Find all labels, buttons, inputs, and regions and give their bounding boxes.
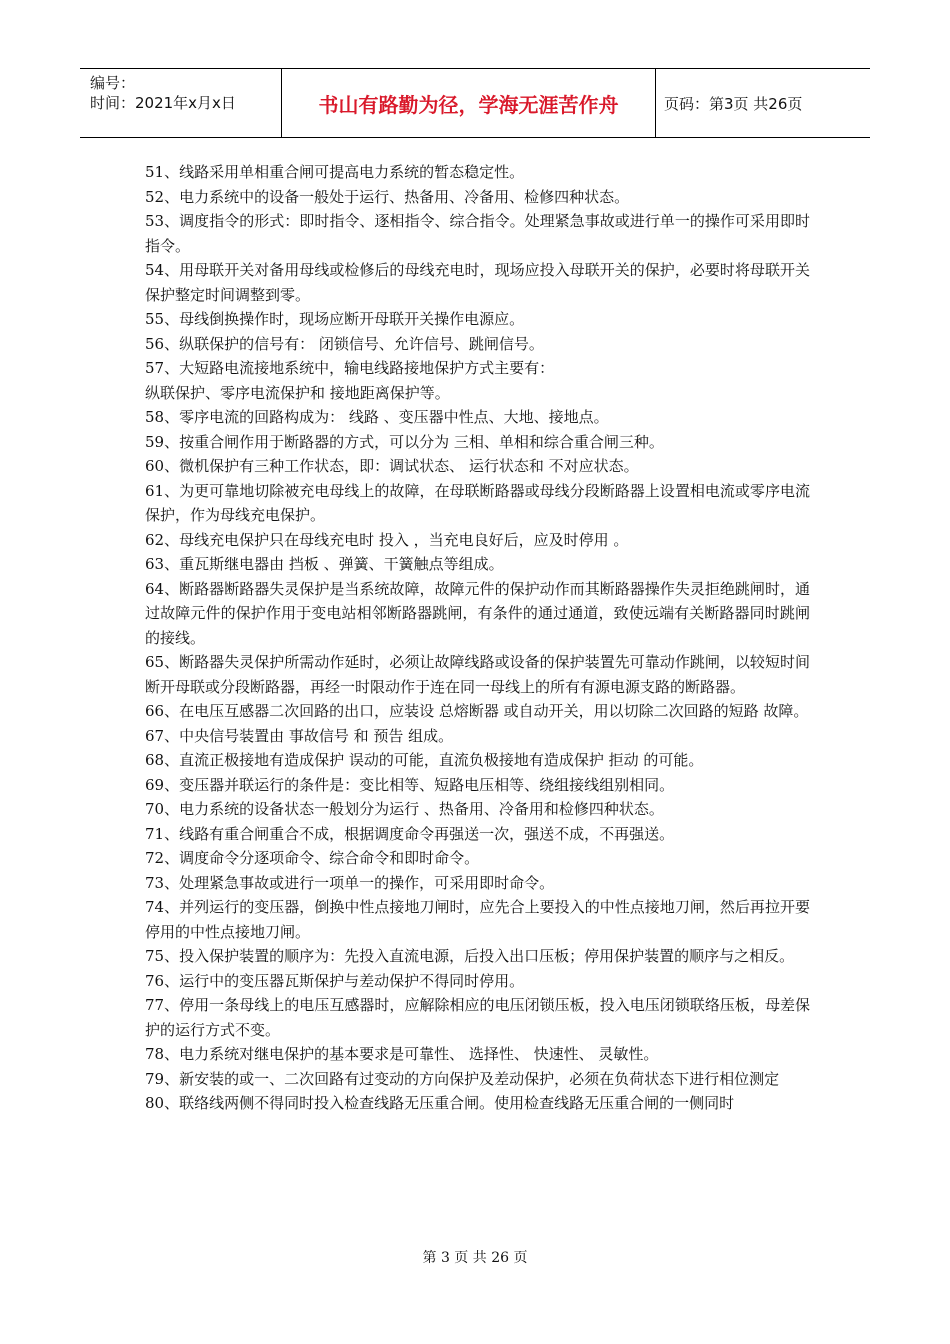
list-item: 79、新安装的或一、二次回路有过变动的方向保护及差动保护，必须在负荷状态下进行相位测定	[145, 1069, 780, 1088]
list-item: 51、线路采用单相重合闸可提高电力系统的暂态稳定性。	[145, 163, 525, 181]
page-footer: 第 3 页 共 26 页	[422, 1250, 528, 1266]
list-item: 59、按重合闸作用于断路器的方式，可以分为 三相、单相和综合重合闸三种。	[145, 432, 664, 451]
list-item: 66、在电压互感器二次回路的出口，应装设 总熔断器 或自动开关，用以切除二次回路的短路 故障。	[145, 702, 809, 720]
page-header	[80, 68, 870, 138]
list-item: 69、变压器并联运行的条件是：变比相等、短路电压相等、绕组接线组别相同。	[145, 775, 675, 794]
list-item: 53、调度指令的形式：即时指令、逐相指令、综合指令。处理紧急事故或进行单一的操作可采用即时指令。	[145, 212, 810, 255]
list-item: 78、电力系统对继电保护的基本要求是可靠性、 选择性、 快速性、 灵敏性。	[145, 1045, 659, 1063]
list-item: 70、电力系统的设备状态一般划分为运行 、热备用、冷备用和检修四种状态。	[145, 800, 664, 818]
list-item: 54、用母联开关对备用母线或检修后的母线充电时，现场应投入母联开关的保护，必要时将母联开关保护整定时间调整到零。	[145, 261, 810, 304]
list-item: 72、调度命令分逐项命令、综合命令和即时命令。	[145, 849, 480, 867]
header-motto: 书山有路勤为径，学海无涯苦作舟	[282, 69, 656, 137]
list-item: 62、母线充电保护只在母线充电时 投入 ，当充电良好后，应及时停用 。	[145, 530, 629, 549]
list-item: 52、电力系统中的设备一般处于运行、热备用、冷备用、检修四种状态。	[145, 187, 630, 206]
list-item: 80、联络线两侧不得同时投入检查线路无压重合闸。使用检查线路无压重合闸的一侧同时	[145, 1094, 735, 1112]
document-date-label: 时间：2021年x月x日	[90, 94, 236, 112]
list-item: 55、母线倒换操作时，现场应断开母联开关操作电源应。	[145, 310, 525, 328]
list-item: 60、微机保护有三种工作状态，即：调试状态、 运行状态和 不对应状态。	[145, 457, 639, 475]
list-item: 63、重瓦斯继电器由 挡板 、弹簧、干簧触点等组成。	[145, 555, 504, 573]
list-item: 74、并列运行的变压器，倒换中性点接地刀闸时，应先合上要投入的中性点接地刀闸，然后再拉开要停用的中性点接地刀闸。	[145, 898, 810, 941]
list-item: 77、停用一条母线上的电压互感器时，应解除相应的电压闭锁压板，投入电压闭锁联络压板，母差保护的运行方式不变。	[145, 996, 810, 1039]
header-page-info: 页码：第3页 共26页	[664, 94, 803, 113]
list-item: 67、中央信号装置由 事故信号 和 预告 组成。	[145, 726, 454, 745]
document-body	[145, 160, 810, 1116]
list-item: 65、断路器失灵保护所需动作延时，必须让故障线路或设备的保护装置先可靠动作跳闸，以较短时间断开母联或分段断路器，再经一时限动作于连在同一母线上的所有有源电源支路的断路器。	[145, 653, 810, 696]
list-item: 纵联保护、零序电流保护和 接地距离保护等。	[145, 383, 450, 402]
list-item: 68、直流正极接地有造成保护 误动的可能，直流负极接地有造成保护 拒动 的可能。	[145, 751, 704, 769]
list-item: 56、纵联保护的信号有： 闭锁信号、允许信号、跳闸信号。	[145, 334, 544, 353]
list-item: 61、为更可靠地切除被充电母线上的故障，在母联断路器或母线分段断路器上设置相电流或零序电流保护，作为母线充电保护。	[145, 481, 810, 524]
header-meta	[80, 69, 282, 137]
list-item: 75、投入保护装置的顺序为：先投入直流电源，后投入出口压板；停用保护装置的顺序与之相反。	[145, 947, 795, 965]
document-number-label: 编号：	[90, 74, 136, 92]
list-item: 76、运行中的变压器瓦斯保护与差动保护不得同时停用。	[145, 971, 525, 990]
list-item: 58、零序电流的回路构成为： 线路 、变压器中性点、大地、接地点。	[145, 408, 609, 426]
list-item: 64、断路器断路器失灵保护是当系统故障，故障元件的保护动作而其断路器操作失灵拒绝跳闸时，通过故障元件的保护作用于变电站相邻断路器跳闸，有条件的通过通道，致使远端有关断路器同时跳闸的接线。	[145, 579, 810, 647]
list-item: 71、线路有重合闸重合不成，根据调度命令再强送一次，强送不成，不再强送。	[145, 824, 675, 843]
list-item: 57、大短路电流接地系统中，输电线路接地保护方式主要有：	[145, 359, 555, 377]
list-item: 73、处理紧急事故或进行一项单一的操作，可采用即时命令。	[145, 873, 555, 892]
